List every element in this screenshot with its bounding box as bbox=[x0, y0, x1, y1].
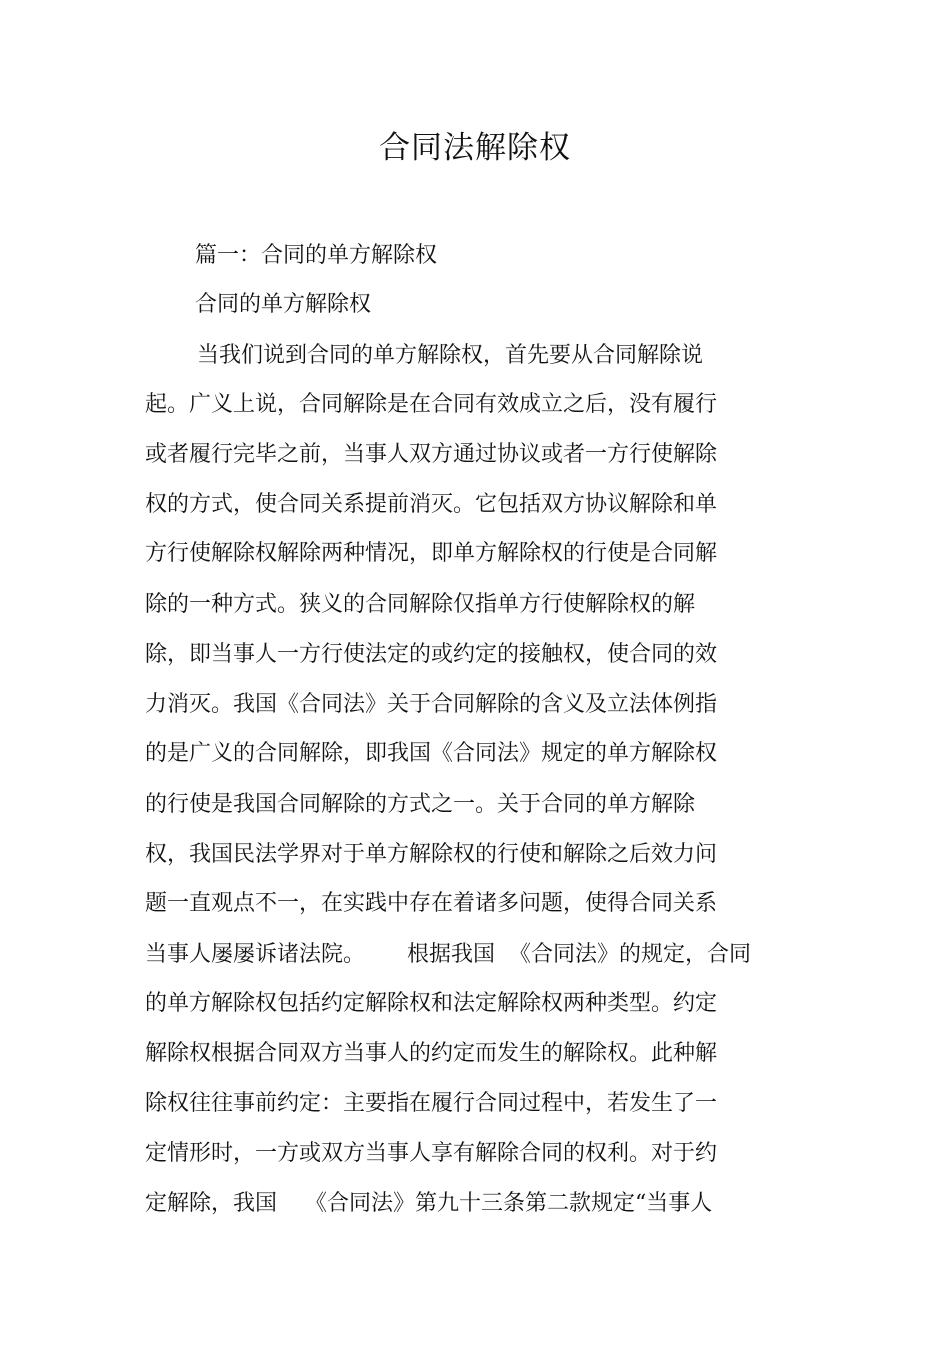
paragraph-line: 当事人屡屡诉诸法院。 根据我国 《合同法》的规定，合同 bbox=[145, 942, 751, 967]
paragraph-line: 定解除，我国 《合同法》第九十三条第二款规定“当事人 bbox=[145, 1191, 713, 1216]
paragraph-line: 的是广义的合同解除，即我国《合同法》规定的单方解除权 bbox=[145, 741, 718, 766]
paragraph-line: 方行使解除权解除两种情况，即单方解除权的行使是合同解 bbox=[145, 541, 718, 566]
document-title: 合同法解除权 bbox=[379, 130, 571, 166]
paragraph-line: 力消灭。我国《合同法》关于合同解除的含义及立法体例指 bbox=[145, 692, 718, 717]
paragraph-line: 起。广义上说，合同解除是在合同有效成立之后，没有履行 bbox=[145, 392, 718, 417]
paragraph-line: 或者履行完毕之前，当事人双方通过协议或者一方行使解除 bbox=[145, 442, 718, 467]
paragraph-line: 的单方解除权包括约定解除权和法定解除权两种类型。约定 bbox=[145, 991, 718, 1016]
paragraph-line: 定情形时，一方或双方当事人享有解除合同的权利。对于约 bbox=[145, 1141, 718, 1166]
paragraph-line: 的行使是我国合同解除的方式之一。关于合同的单方解除 bbox=[145, 792, 696, 817]
subsection-heading: 合同的单方解除权 bbox=[195, 292, 372, 317]
paragraph-line: 除的一种方式。狭义的合同解除仅指单方行使解除权的解 bbox=[145, 592, 696, 617]
paragraph-line: 除，即当事人一方行使法定的或约定的接触权，使合同的效 bbox=[145, 642, 718, 667]
paragraph-line: 权，我国民法学界对于单方解除权的行使和解除之后效力问 bbox=[145, 842, 718, 867]
paragraph-line: 权的方式，使合同关系提前消灭。它包括双方协议解除和单 bbox=[145, 492, 718, 517]
paragraph-line: 解除权根据合同双方当事人的约定而发生的解除权。此种解 bbox=[145, 1041, 718, 1066]
section-heading: 篇一：合同的单方解除权 bbox=[195, 243, 438, 268]
paragraph-line: 题一直观点不一，在实践中存在着诸多问题，使得合同关系 bbox=[145, 891, 718, 916]
paragraph-line: 除权往往事前约定：主要指在履行合同过程中，若发生了一 bbox=[145, 1091, 718, 1116]
paragraph-line: 当我们说到合同的单方解除权，首先要从合同解除说 bbox=[197, 343, 704, 368]
